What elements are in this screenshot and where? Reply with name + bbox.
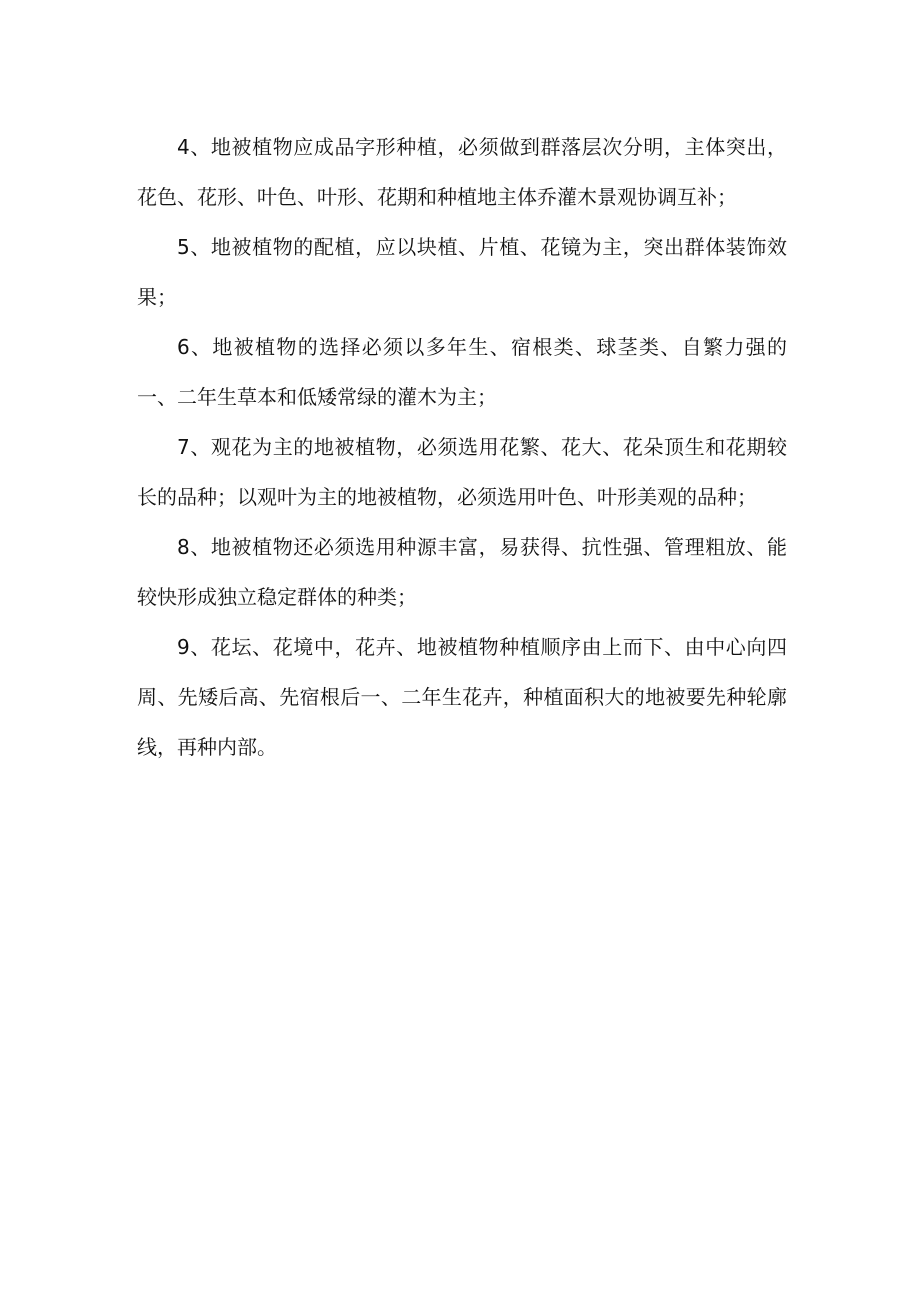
paragraph-item-8: 8、地被植物还必须选用种源丰富，易获得、抗性强、管理粗放、能较快形成独立稳定群体的种类；: [137, 535, 787, 609]
paragraph-item-5: 5、地被植物的配植，应以块植、片植、花镜为主，突出群体装饰效果；: [137, 235, 787, 309]
document-body: [137, 122, 787, 772]
paragraph-item-7: 7、观花为主的地被植物，必须选用花繁、花大、花朵顶生和花期较长的品种；以观叶为主的地被植物，必须选用叶色、叶形美观的品种；: [137, 435, 787, 509]
paragraph-item-6: 6、地被植物的选择必须以多年生、宿根类、球茎类、自繁力强的一、二年生草本和低矮常绿的灌木为主；: [137, 335, 787, 409]
paragraph-item-4: 4、地被植物应成品字形种植，必须做到群落层次分明，主体突出，花色、花形、叶色、叶形、花期和种植地主体乔灌木景观协调互补；: [137, 135, 787, 209]
paragraph-item-9: 9、花坛、花境中，花卉、地被植物种植顺序由上而下、由中心向四周、先矮后高、先宿根后一、二年生花卉，种植面积大的地被要先种轮廓线，再种内部。: [137, 635, 787, 759]
